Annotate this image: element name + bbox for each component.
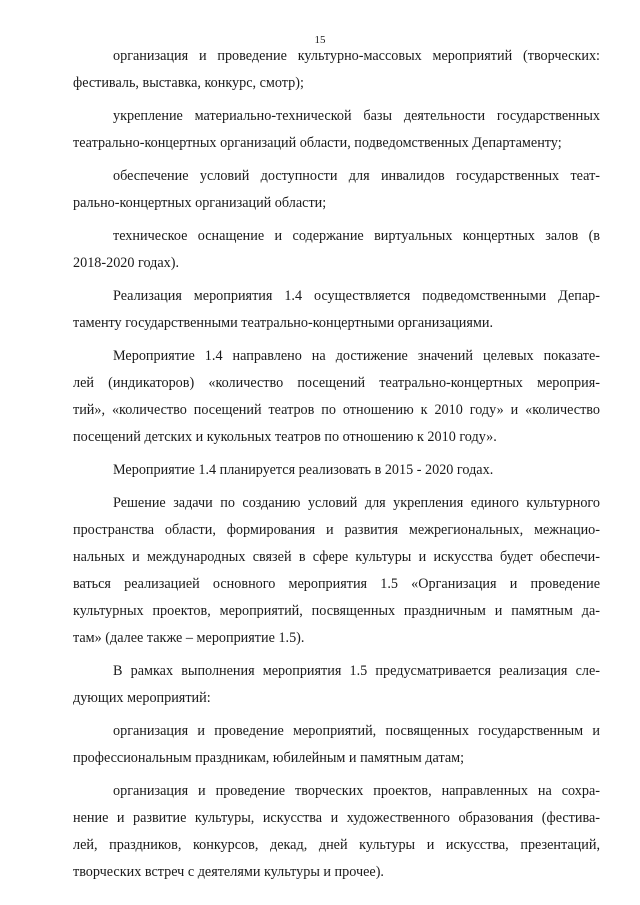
paragraph-p6 bbox=[73, 343, 600, 451]
text-line: Реализация мероприятия 1.4 осуществляется подведомственными Депар- bbox=[113, 288, 600, 304]
text-line: лей (индикаторов) «количество посещений театрально-концертных мероприя- bbox=[73, 375, 600, 391]
text-line: Мероприятие 1.4 направлено на достижение значений целевых показате- bbox=[113, 348, 600, 364]
text-line: организация и проведение мероприятий, посвященных государственным и bbox=[113, 723, 600, 739]
text-line: ваться реализацией основного мероприятия 1.5 «Организация и проведение bbox=[73, 576, 600, 592]
text-line: укрепление материально-технической базы деятельности государственных bbox=[113, 108, 600, 124]
paragraph-p10 bbox=[73, 718, 600, 772]
text-line: профессиональным праздникам, юбилейным и памятным датам; bbox=[73, 750, 465, 766]
text-line: техническое оснащение и содержание виртуальных концертных залов (в bbox=[113, 228, 600, 244]
paragraph-p8 bbox=[73, 490, 600, 652]
paragraph-p2 bbox=[73, 103, 600, 157]
text-line: театрально-концертных организаций области, подведомственных Департаменту; bbox=[73, 135, 562, 151]
text-line: культурных проектов, мероприятий, посвященных праздничным и памятным да- bbox=[73, 603, 600, 619]
text-line: тий», «количество посещений театров по отношению к 2010 году» и «количество bbox=[73, 402, 600, 418]
text-line: 2018-2020 годах). bbox=[73, 255, 180, 271]
text-line: там» (далее также – мероприятие 1.5). bbox=[73, 630, 305, 646]
text-line: В рамках выполнения мероприятия 1.5 предусматривается реализация сле- bbox=[113, 663, 600, 679]
text-line: организация и проведение культурно-массовых мероприятий (творческих: bbox=[113, 48, 600, 64]
text-line: нальных и международных связей в сфере культуры и искусства будет обеспечи- bbox=[73, 549, 600, 565]
text-line: нение и развитие культуры, искусства и художественного образования (фестива- bbox=[73, 810, 600, 826]
text-line: дующих мероприятий: bbox=[73, 690, 211, 706]
text-line: обеспечение условий доступности для инвалидов государственных теат- bbox=[113, 168, 600, 184]
paragraph-p5 bbox=[73, 283, 600, 337]
text-line: рально-концертных организаций области; bbox=[73, 195, 327, 211]
paragraph-p1 bbox=[73, 43, 600, 97]
text-line: Решение задачи по созданию условий для укрепления единого культурного bbox=[113, 495, 600, 511]
paragraph-p4 bbox=[73, 223, 600, 277]
text-line: творческих встреч с деятелями культуры и прочее). bbox=[73, 864, 384, 880]
paragraph-p7 bbox=[73, 457, 600, 484]
paragraph-p9 bbox=[73, 658, 600, 712]
text-line: организация и проведение творческих проектов, направленных на сохра- bbox=[113, 783, 600, 799]
text-line: таменту государственными театрально-концертными организациями. bbox=[73, 315, 494, 331]
text-line: посещений детских и кукольных театров по отношению к 2010 году». bbox=[73, 429, 497, 445]
text-line: лей, праздников, конкурсов, декад, дней культуры и искусства, презентаций, bbox=[73, 837, 600, 853]
paragraph-p3 bbox=[73, 163, 600, 217]
page-number: 15 bbox=[314, 34, 326, 46]
paragraph-p11 bbox=[73, 778, 600, 886]
text-line: Мероприятие 1.4 планируется реализовать в 2015 - 2020 годах. bbox=[113, 462, 494, 478]
document-body bbox=[73, 43, 600, 886]
text-line: пространства области, формирования и развития межрегиональных, межнацио- bbox=[73, 522, 600, 538]
text-line: фестиваль, выставка, конкурс, смотр); bbox=[73, 75, 304, 91]
